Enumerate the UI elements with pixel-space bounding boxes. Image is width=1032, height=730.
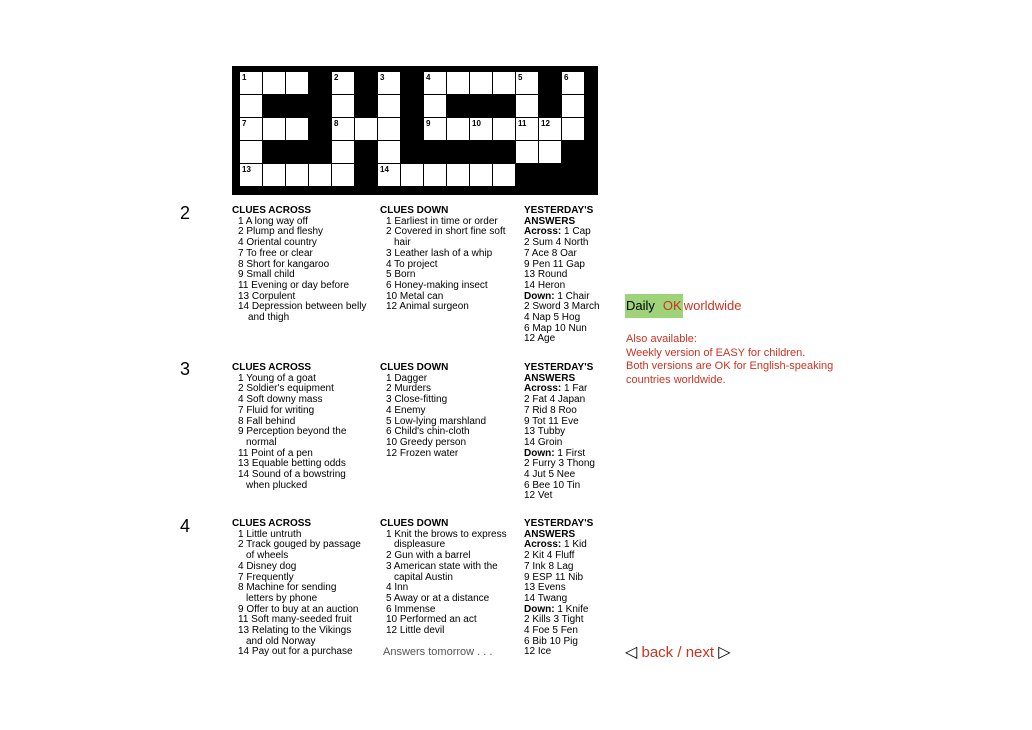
clues-across-header: CLUES ACROSS	[232, 518, 312, 529]
answer-line: 7 Rid 8 Roo	[524, 404, 577, 416]
clue: of wheels	[246, 550, 289, 562]
clue: 7 To free or clear	[238, 247, 313, 259]
clue: 4 Inn	[386, 582, 409, 594]
grid-cell[interactable]	[539, 141, 561, 163]
answer-line: 4 Jut 5 Nee	[524, 469, 576, 481]
cell-number: 7	[242, 119, 247, 128]
answers-header: ANSWERS	[524, 372, 576, 384]
answer-line: 2 Furry 3 Thong	[524, 458, 595, 470]
clue: normal	[246, 436, 277, 448]
grid-cell[interactable]	[332, 141, 354, 163]
clue: 6 Immense	[386, 603, 436, 615]
grid-cell[interactable]	[516, 118, 538, 140]
clue: and thigh	[248, 312, 290, 324]
grid-cell[interactable]	[378, 95, 400, 117]
answer-line: Across: 1 Kid	[524, 539, 587, 551]
grid-cell[interactable]	[539, 118, 561, 140]
clues-down-4	[380, 519, 520, 637]
back-link[interactable]: back	[641, 644, 674, 661]
clue: 1 Little untruth	[238, 528, 302, 540]
answer-line: Down: 1 Chair	[524, 290, 590, 302]
back-arrow-icon[interactable]: ◁	[625, 644, 638, 661]
grid-cell[interactable]	[424, 164, 446, 186]
grid-cell[interactable]	[424, 95, 446, 117]
grid-cell[interactable]	[332, 72, 354, 94]
answer-line: 12 Vet	[524, 490, 553, 502]
clue: 5 Away or at a distance	[386, 592, 490, 604]
clue: 7 Fluid for writing	[238, 404, 315, 416]
cell-number: 13	[242, 165, 251, 174]
grid-cell[interactable]	[355, 118, 377, 140]
clue: 8 Short for kangaroo	[238, 258, 330, 270]
clue: 8 Machine for sending	[238, 582, 337, 594]
answer-line: 7 Ink 8 Lag	[524, 560, 574, 572]
clue: 9 Perception beyond the	[238, 426, 347, 438]
grid-cell[interactable]	[493, 72, 515, 94]
crossword-grid	[232, 66, 598, 195]
clue: 3 Close-fitting	[386, 394, 448, 406]
answer-line: 6 Map 10 Nun	[524, 322, 587, 334]
answer-line: 2 Kit 4 Fluff	[524, 550, 575, 562]
clue: 12 Animal surgeon	[386, 301, 469, 313]
clue: 4 Enemy	[386, 404, 426, 416]
clue: capital Austin	[394, 571, 453, 583]
also-available-line: Both versions are OK for English-speaking countries worldwide.	[626, 360, 834, 386]
daily-label: Daily	[626, 298, 655, 313]
grid-cell[interactable]	[562, 95, 584, 117]
grid-cell[interactable]	[332, 164, 354, 186]
clues-across-header: CLUES ACROSS	[232, 205, 312, 216]
cell-number: 10	[472, 119, 481, 128]
answer-line: 12 Ice	[524, 646, 552, 658]
answer-line: Across: 1 Cap	[524, 226, 591, 238]
grid-cell[interactable]	[240, 141, 262, 163]
answers-tomorrow-note: Answers tomorrow . . .	[383, 646, 493, 658]
grid-cell[interactable]	[263, 164, 285, 186]
grid-cell[interactable]	[470, 164, 492, 186]
clue: 11 Evening or day before	[238, 279, 350, 291]
grid-cell[interactable]	[447, 164, 469, 186]
grid-cell[interactable]	[562, 118, 584, 140]
answer-line: 13 Tubby	[524, 426, 566, 438]
answer-line: 6 Bib 10 Pig	[524, 635, 578, 647]
cell-number: 8	[334, 119, 339, 128]
clues-down-header: CLUES DOWN	[380, 518, 449, 529]
grid-cell[interactable]	[447, 72, 469, 94]
clue: 10 Performed an act	[386, 614, 477, 626]
answer-line: 9 Tot 11 Eve	[524, 415, 579, 427]
cell-number: 2	[334, 73, 339, 82]
ok-label: OK	[662, 298, 682, 313]
clue: 3 American state with the	[386, 560, 498, 572]
clue: 1 Knit the brows to express	[386, 528, 507, 540]
also-available-line: Weekly version of EASY for children.	[626, 346, 806, 359]
answer-line: 13 Evens	[524, 582, 566, 594]
answer-line: 9 ESP 11 Nib	[524, 571, 584, 583]
clue: 2 Soldier's equipment	[238, 383, 334, 395]
grid-cell[interactable]	[240, 72, 262, 94]
clue: 11 Point of a pen	[238, 447, 313, 459]
clue: 2 Track gouged by passage	[238, 539, 361, 551]
clue: 3 Leather lash of a whip	[386, 247, 493, 259]
worldwide-label: worldwide	[683, 298, 742, 313]
clue: 6 Honey-making insect	[386, 279, 488, 291]
clue: 11 Soft many-seeded fruit	[238, 614, 352, 626]
clue: 14 Pay out for a purchase	[238, 646, 353, 658]
clue: 14 Sound of a bowstring	[238, 469, 346, 481]
grid-cell[interactable]	[240, 164, 262, 186]
answer-line: 2 Sum 4 North	[524, 237, 589, 249]
grid-cell[interactable]	[516, 141, 538, 163]
answer-line: 14 Twang	[524, 592, 568, 604]
clue: 2 Murders	[386, 383, 432, 395]
clue: and old Norway	[246, 635, 316, 647]
grid-cell[interactable]	[286, 118, 308, 140]
puzzle-number: 4	[180, 516, 191, 536]
clue: 13 Equable betting odds	[238, 458, 346, 470]
yesterdays-answers-2	[524, 206, 624, 345]
clue: letters by phone	[246, 592, 318, 604]
grid-cell[interactable]	[286, 164, 308, 186]
answer-line: Down: 1 First	[524, 447, 586, 459]
grid-cell[interactable]	[332, 118, 354, 140]
clues-across-4	[232, 519, 377, 658]
clue: 5 Born	[386, 269, 416, 281]
grid-cell[interactable]	[378, 72, 400, 94]
grid-cell[interactable]	[470, 72, 492, 94]
cell-number: 9	[426, 119, 431, 128]
answers-header: YESTERDAY'S	[524, 205, 594, 216]
clues-down-3	[380, 363, 520, 459]
grid-cell[interactable]	[470, 118, 492, 140]
answer-line: 2 Kills 3 Tight	[524, 614, 584, 626]
grid-cell[interactable]	[447, 118, 469, 140]
clue: 4 Disney dog	[238, 560, 297, 572]
grid-cell[interactable]	[401, 164, 423, 186]
nav-separator: /	[677, 644, 682, 661]
grid-cell[interactable]	[516, 72, 538, 94]
clue: 6 Child's chin-cloth	[386, 426, 470, 438]
grid-cell[interactable]	[240, 118, 262, 140]
clue: when plucked	[246, 479, 308, 491]
cell-number: 6	[564, 73, 569, 82]
clue: 10 Greedy person	[386, 436, 467, 448]
grid-cell[interactable]	[562, 72, 584, 94]
clue: 9 Small child	[238, 269, 295, 281]
answer-line: 7 Ace 8 Oar	[524, 247, 577, 259]
grid-cell[interactable]	[263, 118, 285, 140]
clue: 2 Gun with a barrel	[386, 550, 471, 562]
also-available-note	[626, 333, 856, 387]
clue: 7 Frequently	[238, 571, 294, 583]
answer-line: 12 Age	[524, 333, 556, 345]
cell-number: 11	[518, 119, 527, 128]
answers-header: ANSWERS	[524, 215, 576, 227]
clues-across-2	[232, 206, 377, 324]
grid-cell[interactable]	[309, 164, 331, 186]
daily-text	[626, 296, 742, 316]
clues-across-3	[232, 363, 377, 491]
clue: 5 Low-lying marshland	[386, 415, 487, 427]
grid-cell[interactable]	[424, 118, 446, 140]
answer-line: 14 Heron	[524, 279, 566, 291]
clue: 12 Frozen water	[386, 447, 459, 459]
answers-header: YESTERDAY'S	[524, 362, 594, 373]
yesterdays-answers-3	[524, 363, 624, 502]
clue: displeasure	[394, 539, 446, 551]
answer-line: 4 Nap 5 Hog	[524, 312, 581, 324]
clues-across-header: CLUES ACROSS	[232, 362, 312, 373]
clues-down-header: CLUES DOWN	[380, 362, 449, 373]
answer-line: Down: 1 Knife	[524, 603, 589, 615]
answer-line: 4 Foe 5 Fen	[524, 625, 578, 637]
cell-number: 1	[242, 73, 247, 82]
answers-header: YESTERDAY'S	[524, 518, 594, 529]
grid-cell[interactable]	[493, 164, 515, 186]
grid-cell[interactable]	[378, 141, 400, 163]
grid-cell[interactable]	[378, 164, 400, 186]
answers-header: ANSWERS	[524, 528, 576, 540]
clue: 9 Offer to buy at an auction	[238, 603, 359, 615]
page-navigation	[625, 643, 731, 663]
cell-number: 5	[518, 73, 523, 82]
grid-cell[interactable]	[378, 118, 400, 140]
clue: 1 Dagger	[386, 372, 428, 384]
clues-down-2	[380, 206, 520, 313]
grid-cell[interactable]	[493, 118, 515, 140]
cell-number: 4	[426, 73, 431, 82]
grid-cell[interactable]	[424, 72, 446, 94]
puzzle-number: 2	[180, 203, 191, 223]
next-link[interactable]: next	[685, 644, 715, 661]
clue: 10 Metal can	[386, 290, 444, 302]
clue: 1 Earliest in time or order	[386, 215, 498, 227]
clue: 4 To project	[386, 258, 438, 270]
clue: 2 Plump and fleshy	[238, 226, 324, 238]
answer-line: 2 Sword 3 March	[524, 301, 600, 313]
grid-cell[interactable]	[263, 72, 285, 94]
clue: 4 Oriental country	[238, 237, 317, 249]
answer-line: 13 Round	[524, 269, 568, 281]
clue: hair	[394, 237, 411, 249]
clue: 13 Relating to the Vikings	[238, 625, 352, 637]
answer-line: 2 Fat 4 Japan	[524, 394, 586, 406]
clue: 4 Soft downy mass	[238, 394, 323, 406]
grid-cell[interactable]	[286, 72, 308, 94]
next-arrow-icon[interactable]: ▷	[718, 644, 731, 661]
answer-line: 6 Bee 10 Tin	[524, 479, 581, 491]
puzzle-number: 3	[180, 359, 191, 379]
clue: 13 Corpulent	[238, 290, 296, 302]
cell-number: 3	[380, 73, 385, 82]
clue: 14 Depression between belly	[238, 301, 367, 313]
clue: 1 Young of a goat	[238, 372, 316, 384]
cell-number: 12	[541, 119, 550, 128]
grid-cell[interactable]	[516, 95, 538, 117]
clue: 1 A long way off	[238, 215, 308, 227]
grid-cell[interactable]	[240, 95, 262, 117]
clue: 2 Covered in short fine soft	[386, 226, 506, 238]
answer-line: Across: 1 Far	[524, 383, 588, 395]
clues-down-header: CLUES DOWN	[380, 205, 449, 216]
yesterdays-answers-4	[524, 519, 624, 658]
also-available-line: Also available:	[626, 333, 697, 345]
answer-line: 9 Pen 11 Gap	[524, 258, 585, 270]
answer-line: 14 Groin	[524, 436, 563, 448]
clue: 12 Little devil	[386, 625, 445, 637]
grid-cell[interactable]	[332, 95, 354, 117]
cell-number: 14	[380, 165, 389, 174]
clue: 8 Fall behind	[238, 415, 296, 427]
